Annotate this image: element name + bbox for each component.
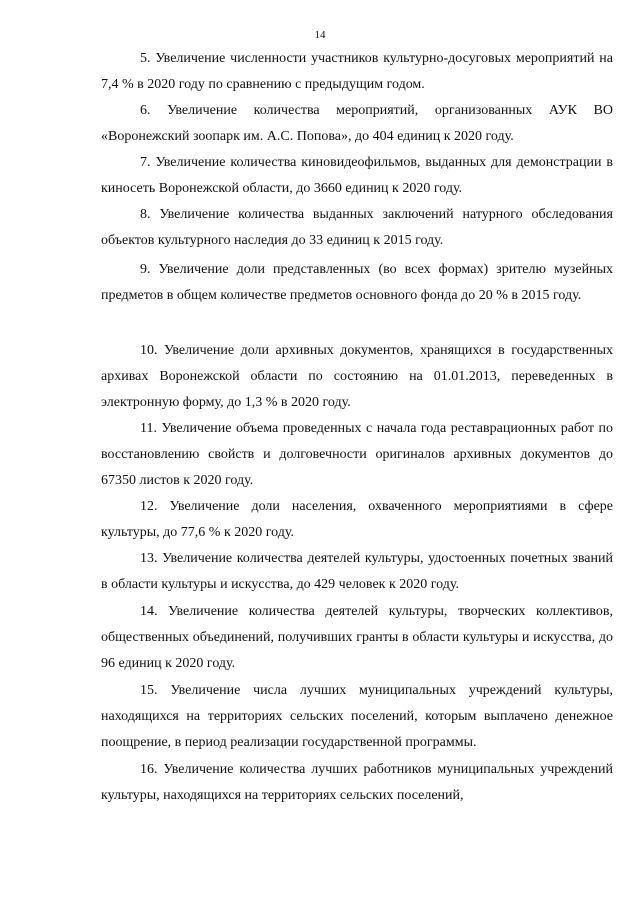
paragraph-item-9: 9. Увеличение доли представленных (во всех формах) зрителю музейных предметов в общем количестве предметов основного фонда до 20 % в 2015 году. xyxy=(101,262,613,303)
paragraph-item-13: 13. Увеличение количества деятелей культуры, удостоенных почетных званий в области культуры и искусства, до 429 человек к 2020 году. xyxy=(101,551,613,592)
paragraph-item-6: 6. Увеличение количества мероприятий, организованных АУК ВО «Воронежский зоопарк им. А.С. Попова», до 404 единиц к 2020 году. xyxy=(101,103,613,144)
paragraph-item-10: 10. Увеличение доли архивных документов, хранящихся в государственных архивах Воронежской области по состоянию на 01.01.2013, переведенных в электронную форму, до 1,3 % в 2020 году. xyxy=(101,343,613,410)
paragraph-item-16: 16. Увеличение количества лучших работников муниципальных учреждений культуры, находящихся на территориях сельских поселений, xyxy=(101,762,613,803)
paragraph-item-5: 5. Увеличение численности участников культурно-досуговых мероприятий на 7,4 % в 2020 году по сравнению с предыдущим годом. xyxy=(101,51,613,92)
paragraph-item-12: 12. Увеличение доли населения, охваченного мероприятиями в сфере культуры, до 77,6 % к 2020 году. xyxy=(101,499,613,540)
page-number: 14 xyxy=(314,29,326,41)
paragraph-item-14: 14. Увеличение количества деятелей культуры, творческих коллективов, общественных объединений, получивших гранты в области культуры и искусства, до 96 единиц к 2020 году. xyxy=(101,604,613,671)
paragraph-item-7: 7. Увеличение количества киновидеофильмов, выданных для демонстрации в киносеть Воронежской области, до 3660 единиц к 2020 году. xyxy=(101,155,613,196)
paragraph-item-15: 15. Увеличение числа лучших муниципальных учреждений культуры, находящихся на территориях сельских поселений, которым выплачено денежное поощрение, в период реализации государственной программы. xyxy=(101,683,613,750)
paragraph-item-11: 11. Увеличение объема проведенных с начала года реставрационных работ по восстановлению свойств и долговечности оригиналов архивных документов до 67350 листов к 2020 году. xyxy=(101,421,613,488)
paragraph-item-8: 8. Увеличение количества выданных заключений натурного обследования объектов культурного наследия до 33 единиц к 2015 году. xyxy=(101,207,613,248)
